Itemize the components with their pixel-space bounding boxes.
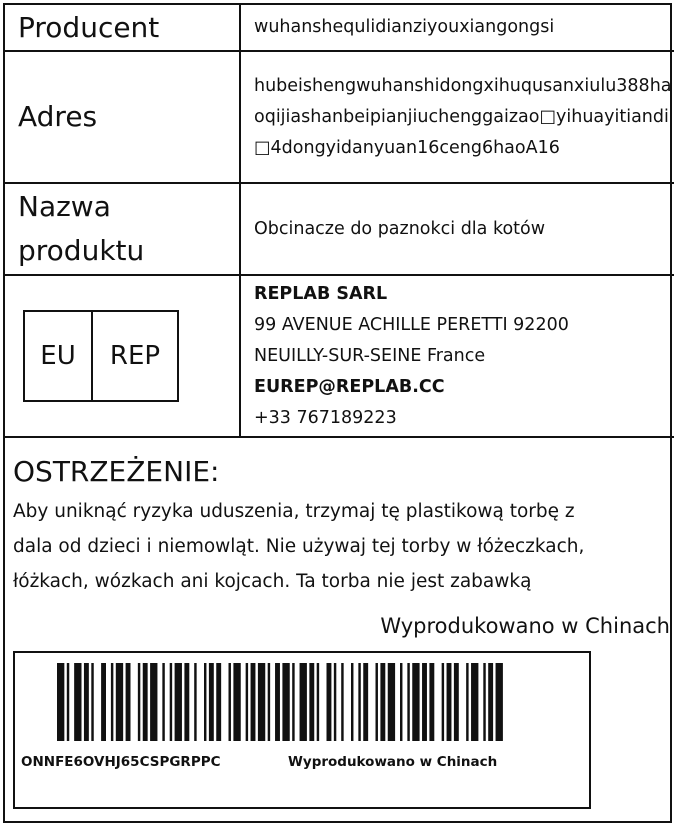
barcode-stripe (67, 663, 69, 741)
address-row (5, 51, 674, 183)
barcode-stripe (74, 663, 81, 741)
barcode-stripe (327, 663, 332, 741)
barcode-stripe (496, 663, 503, 741)
barcode-stripe (216, 663, 221, 741)
product-name-label-line2: produktu (18, 234, 145, 267)
ec-rep-company: REPLAB SARL (254, 283, 388, 304)
eu-rep-symbol-rep: REP (109, 341, 161, 371)
producer-label: Producent (5, 5, 240, 51)
barcode-stripe (246, 663, 248, 741)
warning-line-2: dala od dzieci i niemowląt. Nie używaj tej torby w łóżeczkach, (13, 536, 585, 557)
barcode-stripe (111, 663, 113, 741)
barcode-stripe (126, 663, 131, 741)
barcode-code: ONNFE6OVHJ65CSPGRPPC (21, 754, 221, 770)
ec-rep-city: NEUILLY-SUR-SEINE France (254, 345, 486, 366)
product-name-label (5, 183, 240, 275)
barcode-stripe (91, 663, 93, 741)
barcode-stripe (175, 663, 182, 741)
barcode-stripe (380, 663, 385, 741)
barcode-stripe (170, 663, 172, 741)
barcode-stripe (282, 663, 289, 741)
ec-rep-email: EUREP@REPLAB.CC (254, 376, 445, 397)
barcode-stripe (300, 663, 307, 741)
barcode-bars (55, 663, 555, 743)
address-label: Adres (5, 51, 240, 183)
producer-value: wuhanshequlidianziyouxiangongsi (240, 5, 674, 51)
eu-rep-symbol (23, 310, 179, 402)
barcode-stripe (483, 663, 485, 741)
barcode-stripe (292, 663, 294, 741)
barcode-stripe (150, 663, 157, 741)
barcode-stripe (358, 663, 360, 741)
product-name-value: Obcinacze do paznokci dla kotów (240, 183, 674, 275)
ec-rep-details (240, 275, 674, 437)
warning-line-3: łóżkach, wózkach ani kojcach. Ta torba nie jest zabawką (13, 571, 532, 592)
barcode-stripe (229, 663, 231, 741)
ec-rep-phone: +33 767189223 (254, 407, 397, 428)
barcode-stripe (341, 663, 343, 741)
barcode-stripe (454, 663, 459, 741)
barcode-stripe (363, 663, 368, 741)
eu-rep-symbol-eu: EU (25, 312, 93, 400)
producer-row (5, 5, 674, 51)
barcode-caption: Wyprodukowano w Chinach (288, 754, 498, 770)
barcode-stripe (84, 663, 89, 741)
barcode-stripe (447, 663, 452, 741)
barcode-stripe (275, 663, 280, 741)
barcode-stripe (116, 663, 123, 741)
barcode-stripe (309, 663, 314, 741)
warning-title: OSTRZEŻENIE: (13, 455, 220, 488)
barcode-stripe (138, 663, 140, 741)
barcode-stripe (412, 663, 419, 741)
barcode-stripe (184, 663, 189, 741)
barcode-stripe (422, 663, 427, 741)
barcode-stripe (162, 663, 164, 741)
barcode-stripe (268, 663, 270, 741)
barcode-stripe (317, 663, 319, 741)
barcode-stripe (143, 663, 148, 741)
ec-rep-street: 99 AVENUE ACHILLE PERETTI 92200 (254, 314, 569, 335)
product-name-label-line1: Nazwa (18, 190, 111, 223)
barcode-stripe (251, 663, 256, 741)
ec-rep-row (5, 275, 674, 437)
barcode-stripe (57, 663, 64, 741)
barcode-stripe (407, 663, 409, 741)
barcode-stripe (334, 663, 336, 741)
barcode-stripe (471, 663, 478, 741)
barcode-stripe (258, 663, 265, 741)
barcode-stripe (101, 663, 106, 741)
barcode-stripe (388, 663, 395, 741)
barcode-stripe (204, 663, 206, 741)
barcode-stripe (442, 663, 444, 741)
barcode-stripe (376, 663, 378, 741)
barcode-stripe (351, 663, 353, 741)
barcode-box (13, 651, 591, 809)
address-value: hubeishengwuhanshidongxihuqusanxiulu388haoqijiashanbeipianjiuchenggaizao□yihuayitiandi□4dongyidanyuan16ceng6haoA16 (254, 75, 672, 158)
warning-line-1: Aby uniknąć ryzyka uduszenia, trzymaj tę plastikową torbę z (13, 501, 575, 522)
warning-text (13, 494, 663, 599)
product-name-row (5, 183, 674, 275)
barcode-stripe (233, 663, 240, 741)
barcode-stripe (466, 663, 468, 741)
barcode-stripe (209, 663, 214, 741)
info-table (5, 5, 674, 438)
barcode-stripe (400, 663, 402, 741)
warning-section (13, 454, 663, 599)
barcode-stripe (429, 663, 434, 741)
made-in-text: Wyprodukowano w Chinach (380, 614, 670, 638)
barcode-stripe (488, 663, 493, 741)
barcode-stripe (194, 663, 196, 741)
